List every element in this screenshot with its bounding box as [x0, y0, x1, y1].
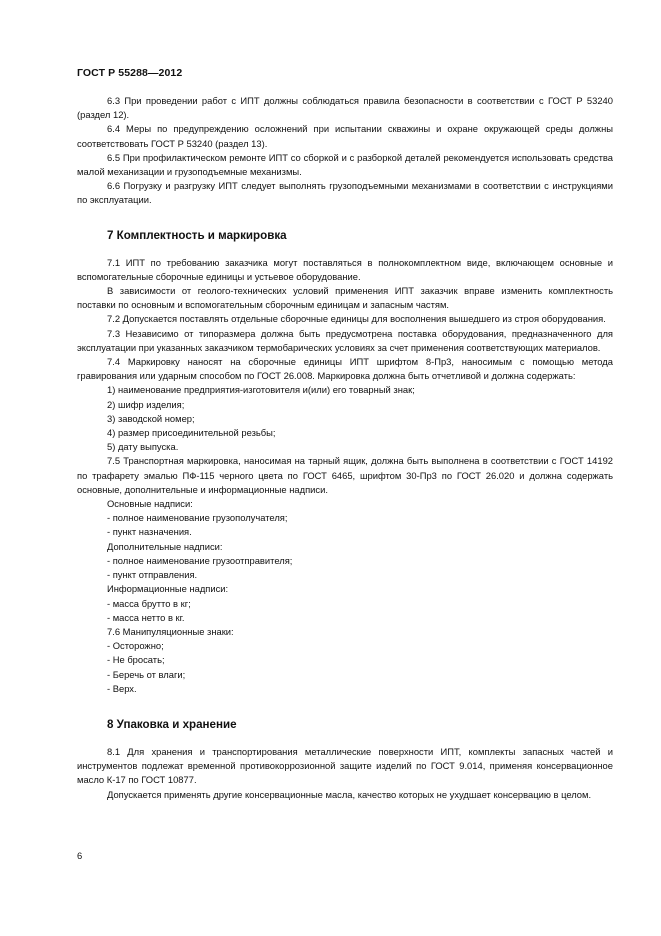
- marking-item: 1) наименование предприятия-изготовителя и(или) его товарный знак;: [107, 384, 415, 396]
- page-content: [77, 94, 613, 802]
- list-item: - Верх.: [107, 682, 137, 694]
- paragraph-6-5: 6.5 При профилактическом ремонте ИПТ со сборкой и с разборкой деталей рекомендуется использовать средства малой механизации и грузоподъемные механизмы.: [77, 151, 613, 178]
- marking-item: 3) заводской номер;: [107, 412, 195, 424]
- list-item: - масса нетто в кг.: [107, 611, 185, 623]
- paragraph-7-3: 7.3 Независимо от типоразмера должна быть предусмотрена поставка оборудования, предназначенного для эксплуатации при указанных заказчиком термобарических условиях за счет применения соответствующих материалов.: [77, 327, 613, 353]
- basic-inscriptions-label: Основные надписи:: [107, 498, 193, 510]
- marking-item: 2) шифр изделия;: [107, 398, 185, 410]
- paragraph-7-5: 7.5 Транспортная маркировка, наносимая на тарный ящик, должна быть выполнена в соответствии с ГОСТ 14192 по трафарету эмалью ПФ-115 черного цвета по ГОСТ 6465, шрифтом 30-Пр3 по ГОСТ 26.020 и должна содержать основные, дополнительные и информационные надписи.: [77, 455, 613, 495]
- list-item: - полное наименование грузоотправителя;: [107, 554, 293, 566]
- additional-inscriptions-label: Дополнительные надписи:: [107, 540, 223, 552]
- list-item: - пункт назначения.: [107, 526, 192, 538]
- information-inscriptions-label: Информационные надписи:: [107, 583, 229, 595]
- paragraph-6-3: 6.3 При проведении работ с ИПТ должны соблюдаться правила безопасности в соответствии с ГОСТ Р 53240 (раздел 12).: [77, 95, 613, 121]
- list-item: - пункт отправления.: [107, 569, 198, 581]
- paragraph-7-2: 7.2 Допускается поставлять отдельные сборочные единицы для восполнения вышедшего из строя оборудования.: [107, 313, 606, 325]
- document-header: ГОСТ Р 55288—2012: [77, 67, 183, 79]
- paragraph-7-4: 7.4 Маркировку наносят на сборочные единицы ИПТ шрифтом 8-Пр3, наносимым с помощью метода гравирования или ударным способом по ГОСТ 26.008. Маркировка должна быть отчетливой и должна содержать:: [77, 356, 613, 382]
- list-item: - Не бросать;: [107, 654, 165, 666]
- paragraph-8-1-continued: Допускается применять другие консервационные масла, качество которых не ухудшает консервацию в целом.: [107, 788, 592, 800]
- paragraph-7-6: 7.6 Манипуляционные знаки:: [107, 625, 234, 637]
- section-7-heading: 7 Комплектность и маркировка: [107, 228, 287, 242]
- paragraph-6-6: 6.6 Погрузку и разгрузку ИПТ следует выполнять грузоподъемными механизмами в соответствии с инструкциями по эксплуатации.: [77, 180, 613, 206]
- list-item: - полное наименование грузополучателя;: [107, 512, 288, 524]
- paragraph-8-1: 8.1 Для хранения и транспортирования металлические поверхности ИПТ, комплекты запасных частей и инструментов подлежат временной противокоррозионной защите изделий по ГОСТ 9.014, применяя консервационное масло К-17 по ГОСТ 10877.: [77, 745, 613, 786]
- page-number: 6: [77, 850, 83, 861]
- list-item: - масса брутто в кг;: [107, 597, 191, 609]
- marking-item: 4) размер присоединительной резьбы;: [107, 427, 276, 439]
- marking-item: 5) дату выпуска.: [107, 441, 179, 453]
- list-item: - Осторожно;: [107, 640, 164, 652]
- paragraph-6-4: 6.4 Меры по предупреждению осложнений при испытании скважины и охране окружающей среды должны соответствовать ГОСТ Р 53240 (раздел 13).: [77, 123, 613, 149]
- paragraph-7-1-continued: В зависимости от геолого-технических условий применения ИПТ заказчик вправе изменить комплектность поставки по основным и вспомогательным сборочным единицам и запасным частям.: [77, 285, 613, 311]
- list-item: - Беречь от влаги;: [107, 668, 186, 680]
- paragraph-7-1: 7.1 ИПТ по требованию заказчика могут поставляться в полнокомплектном виде, включающем основные и вспомогательные сборочные единицы и устьевое оборудование.: [77, 256, 613, 282]
- section-8-heading: 8 Упаковка и хранение: [107, 717, 237, 731]
